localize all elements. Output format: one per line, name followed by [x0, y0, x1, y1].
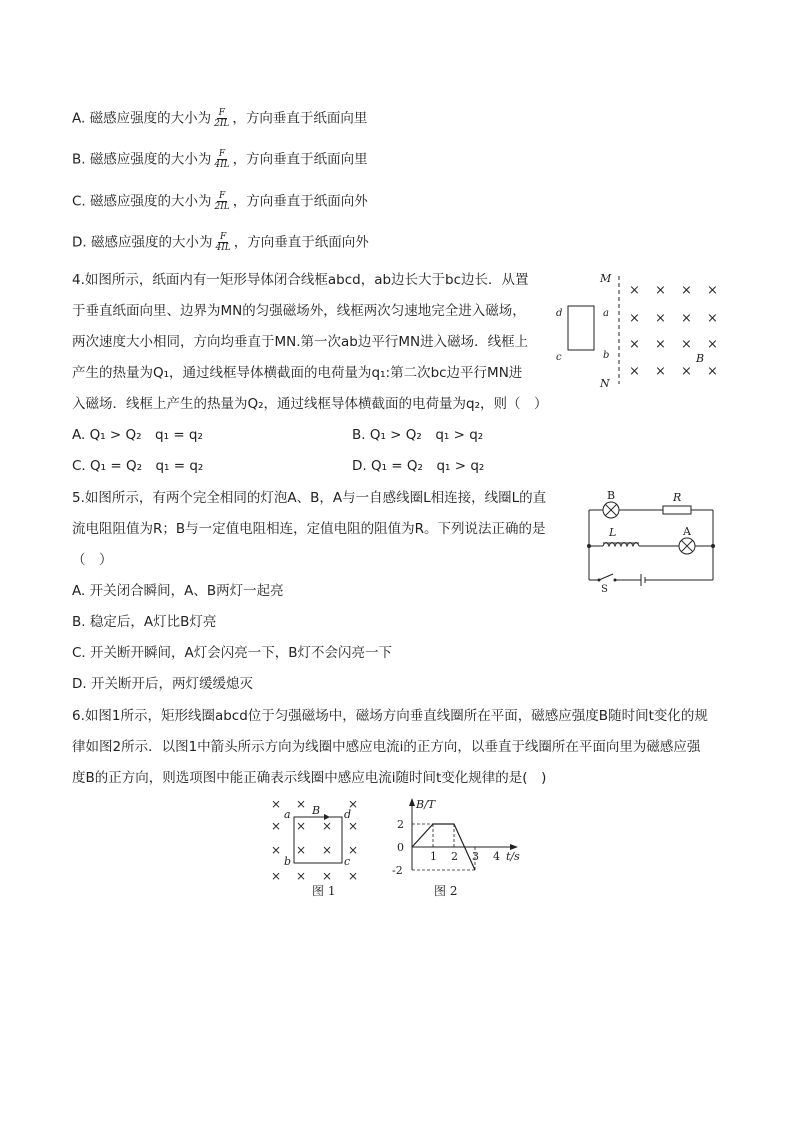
label-A: A: [683, 525, 691, 538]
cross-icon: ×: [348, 843, 359, 857]
label-d: d: [556, 308, 563, 319]
option-text: 磁感应强度的大小为: [89, 110, 212, 127]
switch-S-icon: [599, 574, 613, 580]
q4-option-d: D. Q₁ = Q₂ q₁ > q₂: [352, 458, 485, 474]
q4-option-b: B. Q₁ > Q₂ q₁ > q₂: [352, 427, 484, 443]
fraction-denominator: 4IL: [214, 160, 230, 170]
caption-fig-2: 图 2: [434, 884, 458, 898]
q3-option-b: [72, 149, 368, 170]
label-R: R: [673, 491, 682, 504]
cross-icon: ×: [681, 337, 692, 352]
q4-stem-line: 两次速度大小相同，方向均垂直于MN.第一次ab边平行MN进入磁场．线框上: [72, 334, 529, 350]
cross-icon: ×: [707, 283, 718, 298]
cross-icon: ×: [681, 283, 692, 298]
label-S: S: [601, 584, 608, 595]
cross-icon: ×: [681, 364, 692, 379]
cross-icon: ×: [296, 869, 307, 883]
fraction-denominator: 2IL: [214, 202, 230, 212]
q5-option-c: C. 开关断开瞬间，A灯会闪亮一下，B灯不会闪亮一下: [72, 645, 393, 661]
label-N: N: [600, 377, 610, 390]
q5-circuit-figure: [583, 488, 723, 596]
fraction-denominator: 4IL: [215, 243, 231, 253]
option-letter: B.: [72, 151, 86, 168]
fraction: [212, 149, 231, 170]
x-tick-label: 4: [493, 850, 500, 863]
q5-option-b: B. 稳定后，A灯比B灯亮: [72, 614, 217, 630]
cross-icon: ×: [629, 337, 640, 352]
cross-icon: ×: [271, 843, 282, 857]
y-tick-label: 0: [397, 841, 404, 854]
q3-option-c: [72, 191, 368, 212]
fraction-numerator: F: [218, 108, 225, 118]
cross-icon: ×: [655, 311, 666, 326]
cross-icon: ×: [655, 364, 666, 379]
option-letter: D.: [72, 234, 87, 251]
label-b: b: [603, 350, 610, 361]
cross-icon: ×: [629, 283, 640, 298]
q4-stem-line: 入磁场．线框上产生的热量为Q₂，通过线框导体横截面的电荷量为q₂，则（ ）: [72, 396, 548, 412]
fraction-denominator: 2IL: [214, 119, 230, 129]
fraction: [213, 232, 232, 253]
option-letter: A.: [72, 110, 86, 127]
cross-icon: ×: [271, 869, 282, 883]
label-M: M: [600, 272, 612, 285]
x-tick-label: 1: [430, 850, 437, 863]
q5-stem-line: 流电阻阻值为R；B与一定值电阻相连，定值电阻的阻值为R。下列说法正确的是: [72, 521, 546, 537]
cross-icon: ×: [348, 819, 359, 833]
q6-figure-1: [262, 794, 372, 900]
y-axis-arrow-icon: [409, 798, 415, 806]
x-axis-label: t/s: [506, 850, 520, 863]
cross-icon: ×: [348, 797, 359, 811]
label-a: a: [284, 808, 291, 821]
y-tick-label: -2: [392, 864, 403, 877]
cross-icon: ×: [296, 797, 307, 811]
q6-stem-line: 度B的正方向，则选项图中能正确表示线圈中感应电流i随时间t变化规律的是( ): [72, 770, 547, 786]
option-letter: C.: [72, 193, 86, 210]
cross-icon: ×: [271, 797, 282, 811]
q5-option-a: A. 开关闭合瞬间，A、B两灯一起亮: [72, 583, 284, 599]
q3-option-a: [72, 108, 367, 129]
label-B: B: [696, 352, 705, 365]
y-tick-label: 2: [397, 818, 404, 831]
y-axis-label: B/T: [416, 798, 436, 811]
wire-frame-abcd: [568, 306, 594, 350]
q5-stem-line: 5.如图所示，有两个完全相同的灯泡A、B，A与一自感线圈L相连接，线圈L的直: [72, 490, 547, 506]
option-text: ，方向垂直于纸面向里: [232, 110, 368, 127]
q4-option-a: A. Q₁ > Q₂ q₁ = q₂: [72, 427, 203, 443]
field-crosses: [629, 283, 718, 379]
cross-icon: ×: [655, 283, 666, 298]
q4-stem-line: 4.如图所示，纸面内有一矩形导体闭合线框abcd，ab边长大于bc边长．从置: [72, 272, 529, 288]
cross-icon: ×: [629, 364, 640, 379]
cross-icon: ×: [322, 843, 333, 857]
cross-icon: ×: [271, 819, 282, 833]
x-tick-label: 3: [472, 850, 479, 863]
label-B: B: [607, 489, 616, 502]
option-text: ，方向垂直于纸面向外: [233, 234, 369, 251]
q6-stem-line: 律如图2所示．以图1中箭头所示方向为线圈中感应电流i的正方向，以垂直于线圈所在平面向里为磁感应强: [72, 739, 701, 755]
cross-icon: ×: [322, 869, 333, 883]
q4-magnetic-field-figure: [548, 268, 728, 390]
fraction: [213, 191, 232, 212]
option-text: ，方向垂直于纸面向里: [232, 151, 368, 168]
cross-icon: ×: [707, 364, 718, 379]
option-text: 磁感应强度的大小为: [89, 151, 212, 168]
label-B: B: [312, 804, 321, 817]
option-text: 磁感应强度的大小为: [90, 193, 212, 210]
q5-option-d: D. 开关断开后，两灯缓缓熄灭: [72, 676, 253, 692]
cross-icon: ×: [322, 819, 333, 833]
cross-icon: ×: [681, 311, 692, 326]
fraction-numerator: F: [219, 191, 226, 201]
q6-figure-2-chart: [390, 794, 530, 904]
label-d: d: [344, 808, 352, 821]
cross-icon: ×: [348, 869, 359, 883]
label-a: a: [603, 308, 609, 319]
cross-icon: ×: [629, 311, 640, 326]
q5-stem-line: （ ）: [72, 552, 113, 568]
fraction-numerator: F: [219, 232, 227, 242]
label-c: c: [556, 352, 562, 363]
q4-stem-line: 于垂直纸面向里、边界为MN的匀强磁场外，线框两次匀速地完全进入磁场，: [72, 303, 526, 319]
option-text: ，方向垂直于纸面向外: [232, 193, 368, 210]
fraction: [212, 108, 231, 129]
cross-icon: ×: [707, 337, 718, 352]
cross-icon: ×: [707, 311, 718, 326]
cross-icon: ×: [655, 337, 666, 352]
q6-stem-line: 6.如图1所示，矩形线圈abcd位于匀强磁场中，磁场方向垂直线圈所在平面，磁感应强度B随时间t变化的规: [72, 708, 708, 724]
resistor-R-icon: [663, 506, 691, 514]
option-text: 磁感应强度的大小为: [90, 234, 213, 251]
cross-icon: ×: [296, 819, 307, 833]
q4-option-c: C. Q₁ = Q₂ q₁ = q₂: [72, 458, 204, 474]
caption-fig-1: 图 1: [312, 884, 336, 898]
q4-stem-line: 产生的热量为Q₁，通过线框导体横截面的电荷量为q₁:第二次bc边平行MN进: [72, 365, 523, 381]
fraction-numerator: F: [218, 149, 226, 159]
label-c: c: [344, 855, 351, 868]
q3-option-d: [72, 232, 369, 253]
label-L: L: [609, 526, 617, 539]
cross-icon: ×: [296, 843, 307, 857]
x-tick-label: 2: [451, 850, 458, 863]
label-b: b: [284, 855, 292, 868]
